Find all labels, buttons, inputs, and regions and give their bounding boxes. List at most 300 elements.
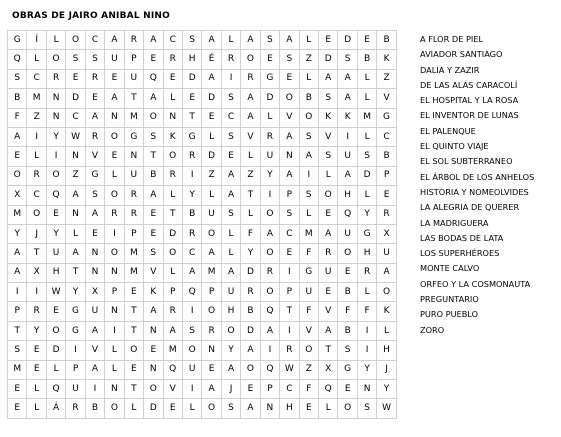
grid-cell[interactable]: Y [8, 224, 27, 243]
grid-cell[interactable]: N [85, 244, 104, 263]
grid-cell[interactable]: A [241, 31, 260, 50]
grid-cell[interactable]: Q [144, 69, 163, 88]
grid-cell[interactable]: G [377, 108, 396, 127]
grid-cell[interactable]: A [85, 205, 104, 224]
grid-cell[interactable]: Q [163, 360, 182, 379]
grid-cell[interactable]: D [202, 89, 221, 108]
grid-cell[interactable]: I [299, 166, 318, 185]
grid-cell[interactable]: H [182, 50, 201, 69]
grid-cell[interactable]: O [163, 147, 182, 166]
grid-cell[interactable]: B [144, 166, 163, 185]
grid-cell[interactable]: Y [27, 321, 46, 340]
grid-cell[interactable]: E [221, 147, 240, 166]
grid-cell[interactable]: T [144, 147, 163, 166]
grid-cell[interactable]: R [85, 127, 104, 146]
grid-cell[interactable]: N [66, 205, 85, 224]
grid-cell[interactable]: Z [27, 108, 46, 127]
grid-cell[interactable]: N [124, 147, 143, 166]
grid-cell[interactable]: G [299, 263, 318, 282]
grid-cell[interactable]: M [124, 244, 143, 263]
grid-cell[interactable]: E [85, 89, 104, 108]
grid-cell[interactable]: É [202, 50, 221, 69]
grid-cell[interactable]: E [260, 50, 279, 69]
grid-cell[interactable]: R [124, 31, 143, 50]
grid-cell[interactable]: L [319, 399, 338, 418]
grid-cell[interactable]: A [144, 302, 163, 321]
grid-cell[interactable]: R [260, 127, 279, 146]
grid-cell[interactable]: D [260, 89, 279, 108]
grid-cell[interactable]: U [221, 283, 240, 302]
grid-cell[interactable]: U [46, 244, 65, 263]
grid-cell[interactable]: A [280, 166, 299, 185]
grid-cell[interactable]: N [105, 380, 124, 399]
grid-cell[interactable]: W [66, 127, 85, 146]
grid-cell[interactable]: A [144, 89, 163, 108]
grid-cell[interactable]: H [221, 302, 240, 321]
grid-cell[interactable]: N [105, 108, 124, 127]
grid-cell[interactable]: E [338, 263, 357, 282]
grid-cell[interactable]: A [221, 263, 240, 282]
grid-cell[interactable]: A [221, 360, 240, 379]
grid-cell[interactable]: Q [319, 380, 338, 399]
grid-cell[interactable]: I [105, 224, 124, 243]
grid-cell[interactable]: A [241, 89, 260, 108]
grid-cell[interactable]: L [105, 341, 124, 360]
grid-cell[interactable]: L [357, 283, 376, 302]
grid-cell[interactable]: B [182, 205, 201, 224]
grid-cell[interactable]: L [27, 399, 46, 418]
grid-cell[interactable]: O [27, 205, 46, 224]
grid-cell[interactable]: A [8, 263, 27, 282]
grid-cell[interactable]: T [8, 321, 27, 340]
grid-cell[interactable]: O [260, 283, 279, 302]
grid-cell[interactable]: R [27, 302, 46, 321]
grid-cell[interactable]: Q [260, 360, 279, 379]
grid-cell[interactable]: V [280, 108, 299, 127]
grid-cell[interactable]: E [105, 69, 124, 88]
grid-cell[interactable]: D [144, 399, 163, 418]
grid-cell[interactable]: P [163, 283, 182, 302]
grid-cell[interactable]: L [202, 186, 221, 205]
grid-cell[interactable]: E [319, 31, 338, 50]
grid-cell[interactable]: U [124, 69, 143, 88]
grid-cell[interactable]: A [182, 263, 201, 282]
grid-cell[interactable]: R [66, 399, 85, 418]
grid-cell[interactable]: S [338, 341, 357, 360]
grid-cell[interactable]: I [85, 380, 104, 399]
grid-cell[interactable]: L [260, 108, 279, 127]
grid-cell[interactable]: E [27, 360, 46, 379]
grid-cell[interactable]: I [260, 341, 279, 360]
grid-cell[interactable]: L [46, 360, 65, 379]
grid-cell[interactable]: M [8, 360, 27, 379]
grid-cell[interactable]: L [377, 321, 396, 340]
grid-cell[interactable]: L [299, 31, 318, 50]
grid-cell[interactable]: S [260, 31, 279, 50]
grid-cell[interactable]: N [280, 147, 299, 166]
grid-cell[interactable]: R [124, 205, 143, 224]
grid-cell[interactable]: T [124, 302, 143, 321]
grid-cell[interactable]: O [182, 341, 201, 360]
grid-cell[interactable]: U [182, 360, 201, 379]
grid-cell[interactable]: S [221, 89, 240, 108]
grid-cell[interactable]: E [377, 186, 396, 205]
grid-cell[interactable]: S [85, 50, 104, 69]
grid-cell[interactable]: E [85, 224, 104, 243]
grid-cell[interactable]: Q [46, 186, 65, 205]
grid-cell[interactable]: E [357, 31, 376, 50]
grid-cell[interactable]: I [357, 341, 376, 360]
grid-cell[interactable]: P [66, 360, 85, 379]
grid-cell[interactable]: Y [46, 224, 65, 243]
grid-cell[interactable]: Q [260, 302, 279, 321]
grid-cell[interactable]: K [319, 108, 338, 127]
grid-cell[interactable]: T [163, 205, 182, 224]
grid-cell[interactable]: M [357, 108, 376, 127]
grid-cell[interactable]: L [163, 89, 182, 108]
grid-cell[interactable]: O [241, 360, 260, 379]
grid-cell[interactable]: O [241, 50, 260, 69]
grid-cell[interactable]: A [260, 321, 279, 340]
grid-cell[interactable]: N [202, 341, 221, 360]
grid-cell[interactable]: E [163, 399, 182, 418]
grid-cell[interactable]: U [85, 302, 104, 321]
grid-cell[interactable]: S [221, 127, 240, 146]
grid-cell[interactable]: H [357, 244, 376, 263]
grid-cell[interactable]: S [85, 186, 104, 205]
grid-cell[interactable]: O [299, 341, 318, 360]
grid-cell[interactable]: O [144, 108, 163, 127]
grid-cell[interactable]: D [182, 69, 201, 88]
grid-cell[interactable]: K [338, 108, 357, 127]
grid-cell[interactable]: N [85, 263, 104, 282]
grid-cell[interactable]: X [8, 186, 27, 205]
grid-cell[interactable]: A [202, 31, 221, 50]
grid-cell[interactable]: A [8, 244, 27, 263]
grid-cell[interactable]: N [357, 380, 376, 399]
grid-cell[interactable]: G [357, 224, 376, 243]
grid-cell[interactable]: M [202, 263, 221, 282]
grid-cell[interactable]: O [260, 244, 279, 263]
grid-cell[interactable]: L [27, 380, 46, 399]
grid-cell[interactable]: O [202, 302, 221, 321]
grid-cell[interactable]: E [144, 341, 163, 360]
grid-cell[interactable]: A [66, 244, 85, 263]
grid-cell[interactable]: D [202, 147, 221, 166]
grid-cell[interactable]: Y [260, 166, 279, 185]
grid-cell[interactable]: R [124, 186, 143, 205]
grid-cell[interactable]: A [319, 224, 338, 243]
grid-cell[interactable]: E [8, 147, 27, 166]
grid-cell[interactable]: L [124, 399, 143, 418]
grid-cell[interactable]: K [377, 50, 396, 69]
grid-cell[interactable]: B [85, 399, 104, 418]
grid-cell[interactable]: O [202, 399, 221, 418]
grid-cell[interactable]: O [338, 244, 357, 263]
grid-cell[interactable]: P [8, 302, 27, 321]
grid-cell[interactable]: P [280, 186, 299, 205]
grid-cell[interactable]: E [46, 205, 65, 224]
grid-cell[interactable]: D [357, 166, 376, 185]
grid-cell[interactable]: V [319, 302, 338, 321]
grid-cell[interactable]: E [66, 69, 85, 88]
grid-cell[interactable]: T [66, 263, 85, 282]
grid-cell[interactable]: S [182, 31, 201, 50]
grid-cell[interactable]: A [202, 69, 221, 88]
grid-cell[interactable]: R [163, 166, 182, 185]
grid-cell[interactable]: A [377, 263, 396, 282]
grid-cell[interactable]: A [85, 108, 104, 127]
grid-cell[interactable]: V [377, 89, 396, 108]
grid-cell[interactable]: O [8, 166, 27, 185]
grid-cell[interactable]: C [27, 186, 46, 205]
grid-cell[interactable]: M [8, 205, 27, 224]
grid-cell[interactable]: N [163, 108, 182, 127]
grid-cell[interactable]: N [105, 302, 124, 321]
grid-cell[interactable]: I [8, 283, 27, 302]
grid-cell[interactable]: E [280, 244, 299, 263]
grid-cell[interactable]: X [27, 263, 46, 282]
grid-cell[interactable]: F [357, 302, 376, 321]
grid-cell[interactable]: T [182, 108, 201, 127]
grid-cell[interactable]: C [182, 244, 201, 263]
grid-cell[interactable]: B [377, 31, 396, 50]
grid-cell[interactable]: O [105, 244, 124, 263]
grid-cell[interactable]: X [319, 360, 338, 379]
grid-cell[interactable]: G [66, 321, 85, 340]
grid-cell[interactable]: O [319, 186, 338, 205]
grid-cell[interactable]: Z [66, 166, 85, 185]
grid-cell[interactable]: X [85, 283, 104, 302]
grid-cell[interactable]: E [202, 360, 221, 379]
grid-cell[interactable]: L [27, 147, 46, 166]
grid-cell[interactable]: S [357, 399, 376, 418]
grid-cell[interactable]: B [338, 283, 357, 302]
grid-cell[interactable]: Z [202, 166, 221, 185]
grid-cell[interactable]: I [46, 147, 65, 166]
grid-cell[interactable]: W [280, 360, 299, 379]
grid-cell[interactable]: O [105, 127, 124, 146]
grid-cell[interactable]: C [66, 108, 85, 127]
grid-cell[interactable]: Y [357, 360, 376, 379]
grid-cell[interactable]: G [66, 302, 85, 321]
grid-cell[interactable]: Y [221, 341, 240, 360]
grid-cell[interactable]: S [8, 69, 27, 88]
grid-cell[interactable]: E [280, 69, 299, 88]
grid-cell[interactable]: B [377, 147, 396, 166]
grid-cell[interactable]: O [163, 244, 182, 263]
grid-cell[interactable]: S [280, 50, 299, 69]
grid-cell[interactable]: E [319, 205, 338, 224]
grid-cell[interactable]: O [105, 186, 124, 205]
grid-cell[interactable]: L [163, 186, 182, 205]
grid-cell[interactable]: C [85, 31, 104, 50]
grid-cell[interactable]: V [144, 263, 163, 282]
grid-cell[interactable]: S [144, 127, 163, 146]
grid-cell[interactable]: J [377, 360, 396, 379]
grid-cell[interactable]: N [144, 321, 163, 340]
grid-cell[interactable]: S [357, 147, 376, 166]
grid-cell[interactable]: S [338, 50, 357, 69]
grid-cell[interactable]: V [299, 321, 318, 340]
grid-cell[interactable]: O [46, 166, 65, 185]
grid-cell[interactable]: A [319, 321, 338, 340]
grid-cell[interactable]: Q [182, 283, 201, 302]
grid-cell[interactable]: L [163, 263, 182, 282]
grid-cell[interactable]: W [377, 399, 396, 418]
grid-cell[interactable]: S [319, 89, 338, 108]
grid-cell[interactable]: R [241, 283, 260, 302]
grid-cell[interactable]: U [66, 380, 85, 399]
grid-cell[interactable]: R [260, 263, 279, 282]
grid-cell[interactable]: E [144, 205, 163, 224]
grid-cell[interactable]: S [182, 321, 201, 340]
grid-cell[interactable]: N [260, 399, 279, 418]
grid-cell[interactable]: Z [299, 360, 318, 379]
grid-cell[interactable]: I [27, 283, 46, 302]
grid-cell[interactable]: V [163, 380, 182, 399]
grid-cell[interactable]: E [8, 380, 27, 399]
grid-cell[interactable]: A [241, 341, 260, 360]
grid-cell[interactable]: A [338, 69, 357, 88]
grid-cell[interactable]: P [124, 224, 143, 243]
grid-cell[interactable]: Y [377, 380, 396, 399]
grid-cell[interactable]: F [338, 302, 357, 321]
grid-cell[interactable]: F [8, 108, 27, 127]
grid-cell[interactable]: P [105, 283, 124, 302]
grid-cell[interactable]: F [241, 224, 260, 243]
grid-cell[interactable]: E [144, 50, 163, 69]
grid-cell[interactable]: O [280, 89, 299, 108]
grid-cell[interactable]: M [124, 108, 143, 127]
grid-cell[interactable]: Y [182, 186, 201, 205]
grid-cell[interactable]: O [46, 50, 65, 69]
grid-cell[interactable]: T [27, 244, 46, 263]
grid-cell[interactable]: N [46, 89, 65, 108]
grid-cell[interactable]: C [27, 69, 46, 88]
grid-cell[interactable]: L [241, 205, 260, 224]
grid-cell[interactable]: L [319, 166, 338, 185]
grid-cell[interactable]: R [319, 244, 338, 263]
grid-cell[interactable]: D [241, 263, 260, 282]
grid-cell[interactable]: O [202, 224, 221, 243]
grid-cell[interactable]: R [221, 50, 240, 69]
grid-cell[interactable]: R [182, 147, 201, 166]
grid-cell[interactable]: K [377, 302, 396, 321]
grid-cell[interactable]: S [144, 244, 163, 263]
grid-cell[interactable]: U [105, 50, 124, 69]
grid-cell[interactable]: L [27, 50, 46, 69]
grid-cell[interactable]: F [299, 302, 318, 321]
grid-cell[interactable]: F [299, 244, 318, 263]
grid-cell[interactable]: G [124, 127, 143, 146]
grid-cell[interactable]: I [182, 380, 201, 399]
grid-cell[interactable]: V [241, 127, 260, 146]
grid-cell[interactable]: C [163, 31, 182, 50]
grid-cell[interactable]: E [241, 380, 260, 399]
grid-cell[interactable]: K [163, 127, 182, 146]
grid-cell[interactable]: S [221, 399, 240, 418]
grid-cell[interactable]: J [27, 224, 46, 243]
grid-cell[interactable]: R [377, 205, 396, 224]
grid-cell[interactable]: P [124, 50, 143, 69]
grid-cell[interactable]: L [221, 224, 240, 243]
grid-cell[interactable]: A [338, 166, 357, 185]
grid-cell[interactable]: D [241, 321, 260, 340]
grid-cell[interactable]: E [163, 69, 182, 88]
grid-cell[interactable]: Í [27, 31, 46, 50]
grid-cell[interactable]: Y [241, 244, 260, 263]
grid-cell[interactable]: G [260, 69, 279, 88]
grid-cell[interactable]: S [221, 205, 240, 224]
grid-cell[interactable]: Q [338, 205, 357, 224]
grid-cell[interactable]: A [202, 244, 221, 263]
grid-cell[interactable]: A [66, 186, 85, 205]
grid-cell[interactable]: D [66, 89, 85, 108]
grid-cell[interactable]: N [66, 147, 85, 166]
grid-cell[interactable]: A [221, 186, 240, 205]
grid-cell[interactable]: U [124, 166, 143, 185]
grid-cell[interactable]: C [377, 127, 396, 146]
grid-cell[interactable]: M [163, 341, 182, 360]
grid-cell[interactable]: L [357, 127, 376, 146]
grid-cell[interactable]: W [46, 283, 65, 302]
grid-cell[interactable]: Z [377, 69, 396, 88]
grid-cell[interactable]: A [280, 31, 299, 50]
grid-cell[interactable]: I [280, 321, 299, 340]
grid-cell[interactable]: E [8, 399, 27, 418]
grid-cell[interactable]: R [163, 302, 182, 321]
grid-cell[interactable]: I [260, 186, 279, 205]
grid-cell[interactable]: S [8, 341, 27, 360]
grid-cell[interactable]: D [338, 31, 357, 50]
grid-cell[interactable]: U [202, 205, 221, 224]
grid-cell[interactable]: R [163, 50, 182, 69]
grid-cell[interactable]: T [124, 321, 143, 340]
grid-cell[interactable]: U [377, 244, 396, 263]
grid-cell[interactable]: L [357, 69, 376, 88]
grid-cell[interactable]: M [124, 263, 143, 282]
grid-cell[interactable]: A [105, 31, 124, 50]
grid-cell[interactable]: V [85, 147, 104, 166]
grid-cell[interactable]: V [319, 127, 338, 146]
grid-cell[interactable]: R [241, 69, 260, 88]
grid-cell[interactable]: P [260, 380, 279, 399]
grid-cell[interactable]: A [85, 321, 104, 340]
grid-cell[interactable]: I [357, 321, 376, 340]
grid-cell[interactable]: M [27, 89, 46, 108]
grid-cell[interactable]: A [85, 360, 104, 379]
grid-cell[interactable]: H [280, 399, 299, 418]
grid-cell[interactable]: A [260, 224, 279, 243]
grid-cell[interactable]: J [221, 380, 240, 399]
grid-cell[interactable]: C [280, 380, 299, 399]
grid-cell[interactable]: E [124, 283, 143, 302]
grid-cell[interactable]: R [202, 321, 221, 340]
grid-cell[interactable]: G [182, 127, 201, 146]
grid-cell[interactable]: A [105, 89, 124, 108]
grid-cell[interactable]: B [357, 50, 376, 69]
grid-cell[interactable]: A [299, 147, 318, 166]
grid-cell[interactable]: Y [46, 127, 65, 146]
grid-cell[interactable]: N [144, 360, 163, 379]
grid-cell[interactable]: G [338, 360, 357, 379]
grid-cell[interactable]: Á [46, 399, 65, 418]
grid-cell[interactable]: O [221, 321, 240, 340]
grid-cell[interactable]: E [46, 302, 65, 321]
grid-cell[interactable]: H [338, 186, 357, 205]
grid-cell[interactable]: L [299, 69, 318, 88]
